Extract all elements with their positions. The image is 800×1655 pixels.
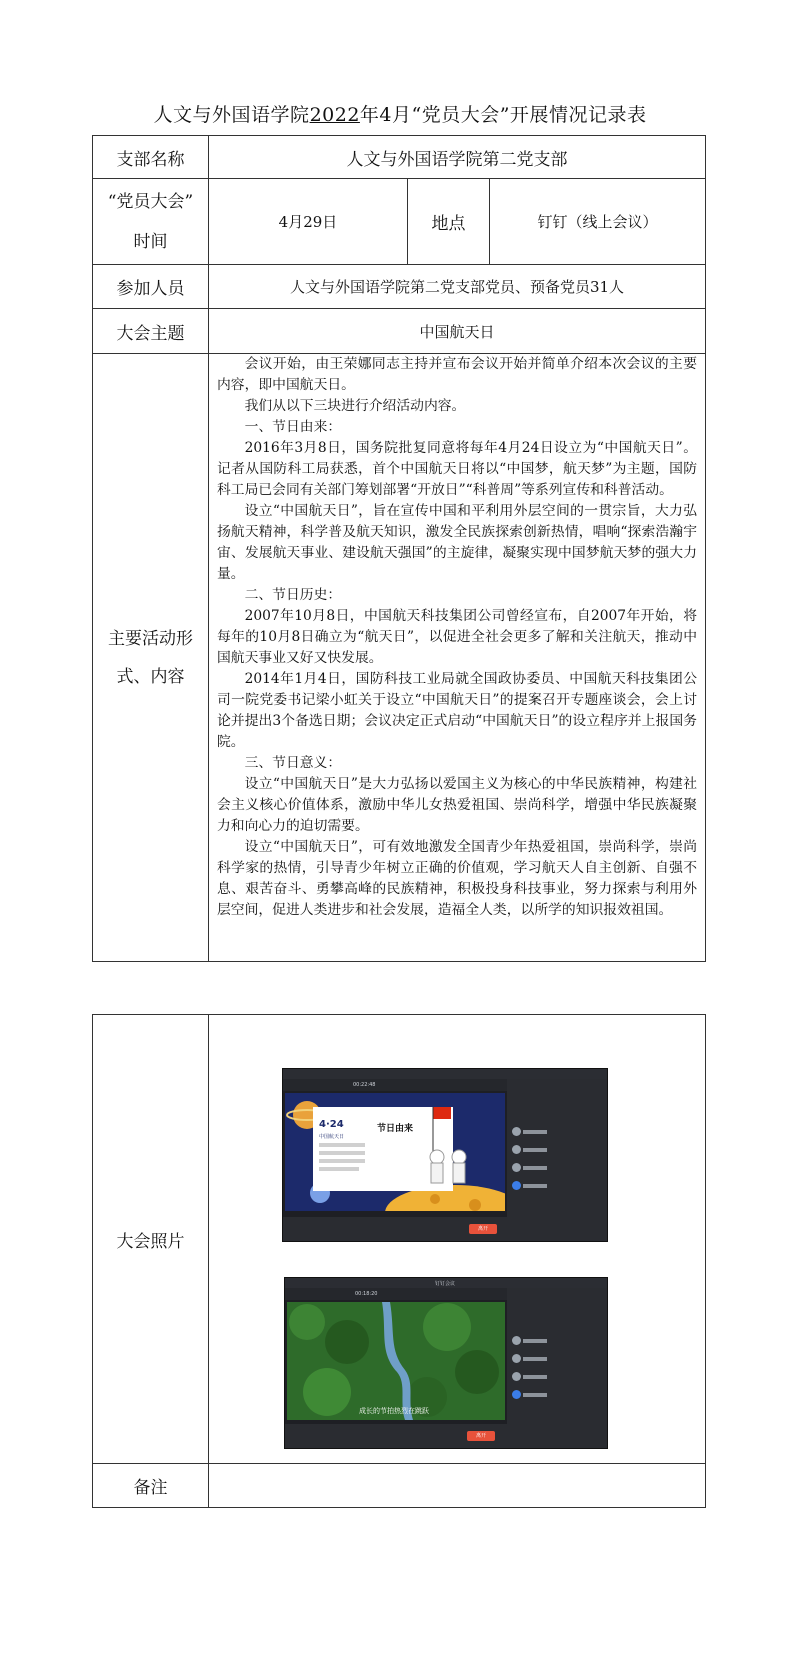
- branch-value: 人文与外国语学院第二党支部: [209, 136, 706, 179]
- remarks-label: 备注: [93, 1464, 209, 1508]
- slide-badge-sub: 中国航天日: [319, 1134, 345, 1140]
- video-caption: 成长的节拍热烈在跳跃: [359, 1407, 429, 1415]
- content-paragraph: 2007年10月8日，中国航天科技集团公司曾经宣布，自2007年开始，将每年的10月8日确立为“航天日”，以促进全社会更多了解和关注航天，推动中国航天事业又好又快发展。: [217, 608, 697, 666]
- meeting-screenshot-2: [284, 1277, 608, 1449]
- attendees-value: 人文与外国语学院第二党支部党员、预备党员31人: [209, 265, 706, 309]
- content-paragraph: 一、节日由来：: [244, 419, 342, 435]
- meeting-timer: 00:18:20: [355, 1291, 378, 1297]
- slide-frame: [285, 1093, 505, 1211]
- forest-illustration: [287, 1302, 505, 1420]
- time-value: 4月29日: [209, 179, 408, 265]
- space-illustration: [285, 1093, 505, 1211]
- content-label: 主要活动形 式、内容: [93, 354, 209, 962]
- content-paragraph: 三、节日意义：: [244, 755, 342, 771]
- attendees-label: 参加人员: [93, 265, 209, 309]
- slide-badge: 4·24: [319, 1119, 344, 1130]
- meeting-toolbar: [283, 1217, 607, 1241]
- slide-title: 节日由来: [377, 1124, 414, 1134]
- meeting-toolbar: [285, 1424, 607, 1448]
- theme-label: 大会主题: [93, 309, 209, 354]
- photo-table: [92, 1014, 706, 1508]
- leave-button[interactable]: 离开: [469, 1224, 497, 1234]
- meeting-screenshot-1: [282, 1068, 608, 1242]
- theme-value: 中国航天日: [209, 309, 706, 354]
- activity-content: [209, 354, 706, 962]
- content-paragraph: 设立“中国航天日”，可有效地激发全国青少年热爱祖国，崇尚科学，崇尚科学家的热情，引导青少年树立正确的价值观，学习航天人自主创新、自强不息、艰苦奋斗、勇攀高峰的民族精神，积极投身科技事业，努力探索与利用外层空间，促进人类进步和社会发展，造福全人类，以所学的知识报效祖国。: [217, 839, 697, 918]
- meeting-timer: 00:22:48: [353, 1082, 376, 1088]
- video-frame: [287, 1302, 505, 1420]
- content-paragraph: 二、节日历史：: [244, 587, 342, 603]
- content-paragraph: 2014年1月4日，国防科技工业局就全国政协委员、中国航天科技集团公司一院党委书记梁小虹关于设立“中国航天日”的提案召开专题座谈会，会上讨论并提出3个备选日期；会议决定正式启动“中国航天日”的设立程序并上报国务院。: [217, 671, 697, 750]
- leave-button[interactable]: 离开: [467, 1431, 495, 1441]
- window-title: 钉钉会议: [435, 1281, 456, 1287]
- place-label: 地点: [408, 179, 490, 265]
- remarks-value: [209, 1464, 706, 1508]
- content-paragraph: 会议开始，由王荣娜同志主持并宣布会议开始并简单介绍本次会议的主要内容，即中国航天日。: [217, 356, 697, 393]
- content-paragraph: 2016年3月8日，国务院批复同意将每年4月24日设立为“中国航天日”。 记者从国防科工局获悉，首个中国航天日将以“中国梦，航天梦”为主题，国防科工局已会同有关部门筹划部署“开放日”“科普周”等系列宣传和科普活动。: [217, 440, 697, 498]
- content-paragraph: 我们从以下三块进行介绍活动内容。: [244, 398, 466, 414]
- time-label: “党员大会” 时间: [93, 179, 209, 265]
- photos-cell: [209, 1015, 706, 1464]
- title-year: 2022: [309, 104, 360, 126]
- photos-label: 大会照片: [93, 1015, 209, 1464]
- place-value: 钉钉（线上会议）: [490, 179, 706, 265]
- content-paragraph: 设立“中国航天日”，旨在宣传中国和平利用外层空间的一贯宗旨，大力弘扬航天精神，科学普及航天知识，激发全民族探索创新热情，唱响“探索浩瀚宇宙、发展航天事业、建设航天强国”的主旋律，凝聚实现中国梦航天梦的强大力量。: [217, 503, 697, 582]
- branch-label: 支部名称: [93, 136, 209, 179]
- record-table: [92, 135, 706, 962]
- content-paragraph: 设立“中国航天日”是大力弘扬以爱国主义为核心的中华民族精神，构建社会主义核心价值体系，激励中华儿女热爱祖国、崇尚科学，增强中华民族凝聚力和向心力的迫切需要。: [217, 776, 697, 834]
- document-title: 人文与外国语学院2022年4月“党员大会”开展情况记录表: [153, 104, 647, 126]
